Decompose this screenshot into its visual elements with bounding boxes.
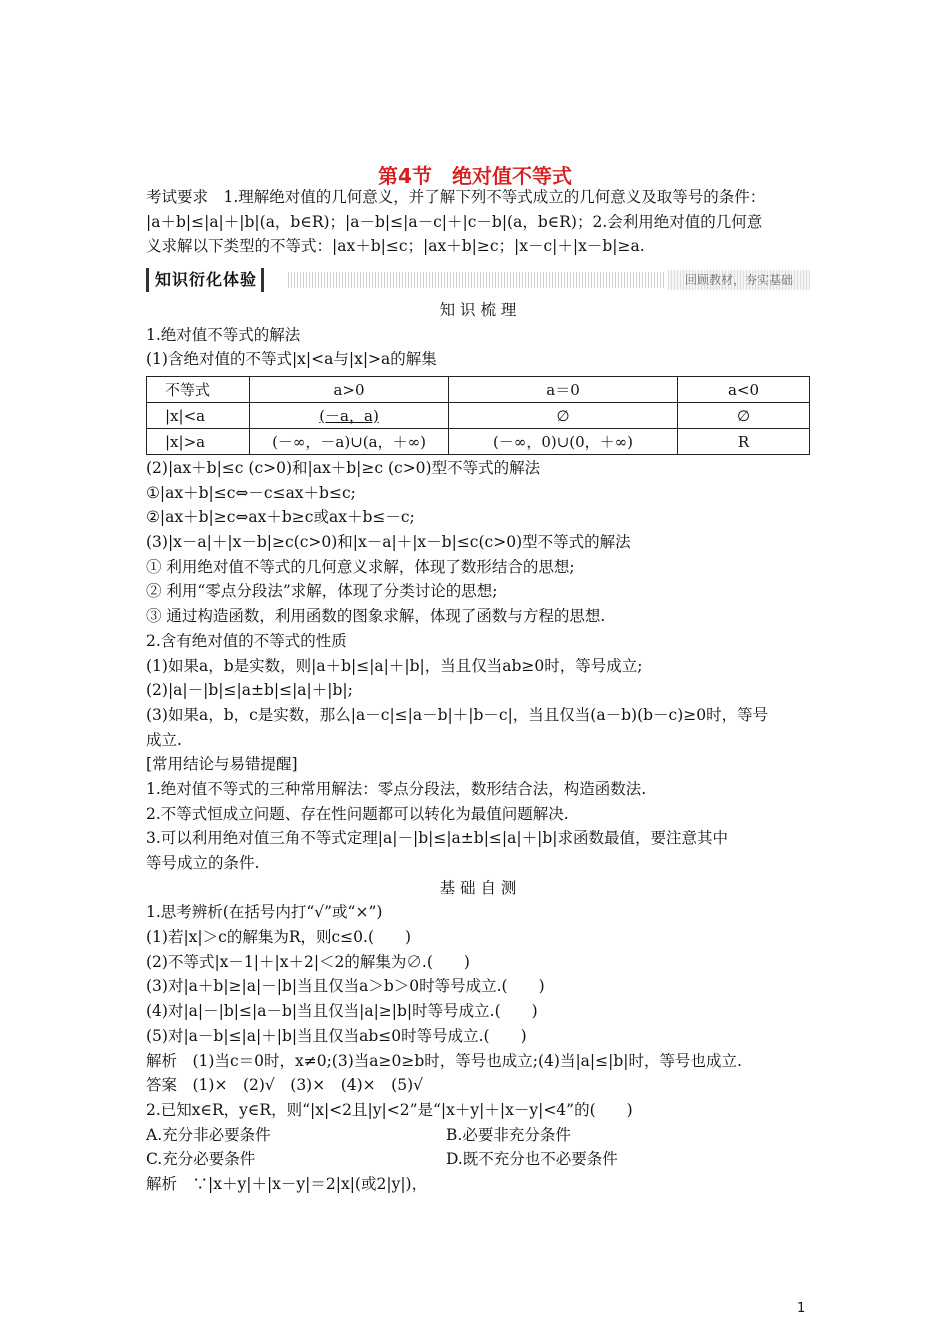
section-heading: 知 识 梳 理 [439, 301, 517, 319]
text-line: 成立. [146, 730, 182, 749]
option-row [146, 1123, 810, 1148]
text-line: (5)对|a－b|≤|a|＋|b|当且仅当ab≤0时等号成立.( ) [146, 1026, 527, 1045]
section-banner [146, 268, 810, 292]
text-line: 1.绝对值不等式的三种常用解法：零点分段法，数形结合法，构造函数法. [146, 779, 647, 798]
intro-line: |a＋b|≤|a|＋|b|(a，b∈R)；|a－b|≤|a－c|＋|c－b|(a，b∈R)；2.会利用绝对值的几何意 [146, 212, 763, 231]
knowledge-content [146, 456, 810, 1197]
table-header-cell: a<0 [678, 377, 810, 403]
text-line: 2.不等式恒成立问题、存在性问题都可以转化为最值问题解决. [146, 804, 569, 823]
text-line: (2)不等式|x－1|＋|x＋2|＜2的解集为∅.( ) [146, 952, 470, 971]
table-header-row [147, 377, 810, 403]
intro-line: 考试要求 1.理解绝对值的几何意义，并了解下列不等式成立的几何意义及取等号的条件： [146, 188, 766, 206]
text-line: ③ 通过构造函数，利用函数的图象求解，体现了函数与方程的思想. [146, 607, 606, 626]
text-line: 解析 (1)当c＝0时，x≠0;(3)当a≥0≥b时，等号也成立;(4)当|a|≤|b|时，等号也成立. [146, 1051, 742, 1070]
text-line: (3)如果a，b，c是实数，那么|a－c|≤|a－b|＋|b－c|，当且仅当(a－b)(b－c)≥0时，等号 [146, 705, 769, 724]
table-cell: (－∞，－a)∪(a，＋∞) [250, 429, 449, 455]
knowledge-heading-block [146, 298, 810, 372]
table-row [147, 403, 810, 429]
text-line: (3)|x－a|＋|x－b|≥c(c>0)和|x－a|＋|x－b|≤c(c>0)型不等式的解法 [146, 533, 631, 552]
option-b: B.必要非充分条件 [446, 1125, 571, 1144]
text-line: (1)如果a，b是实数，则|a＋b|≤|a|＋|b|，当且仅当ab≥0时，等号成立; [146, 656, 643, 675]
intro-line: 义求解以下类型的不等式：|ax＋b|≤c；|ax＋b|≥c；|x－c|＋|x－b|≥a. [146, 237, 645, 256]
text-line: 1.思考辨析(在括号内打“√”或“×”) [146, 903, 383, 922]
table-cell: ∅ [678, 403, 810, 429]
text-line: 3.可以利用绝对值三角不等式定理|a|－|b|≤|a±b|≤|a|＋|b|求函数最值，要注意其中 [146, 829, 728, 848]
table-row [147, 429, 810, 455]
section-heading: 基 础 自 测 [439, 878, 517, 897]
text-line: 1.绝对值不等式的解法 [146, 325, 301, 344]
text-line: ① 利用绝对值不等式的几何意义求解，体现了数形结合的思想; [146, 557, 575, 576]
exam-requirements [146, 185, 810, 259]
text-line: ①|ax＋b|≤c⇔－c≤ax＋b≤c; [146, 483, 356, 502]
table-header-cell: 不等式 [147, 377, 250, 403]
banner-title: 知识衍化体验 [146, 268, 264, 292]
text-line: 答案 (1)× (2)√ (3)× (4)× (5)√ [146, 1076, 423, 1095]
answer-blank: (－a，a) [319, 407, 379, 425]
table-cell [250, 403, 449, 429]
table-header-cell: a>0 [250, 377, 449, 403]
text-line: (3)对|a＋b|≥|a|－|b|当且仅当a＞b＞0时等号成立.( ) [146, 977, 545, 996]
banner-pattern [288, 272, 664, 288]
text-line: ②|ax＋b|≥c⇔ax＋b≥c或ax＋b≤－c; [146, 508, 415, 527]
text-line: 2.已知x∈R，y∈R，则“|x|<2且|y|<2”是“|x＋y|＋|x－y|<4”的( ) [146, 1100, 633, 1119]
banner-subtitle: 回顾教材，夯实基础 [668, 270, 810, 290]
text-line: 解析 ∵|x＋y|＋|x－y|＝2|x|(或2|y|)， [146, 1174, 428, 1193]
text-line: (1)含绝对值的不等式|x|<a与|x|>a的解集 [146, 350, 437, 369]
option-row [146, 1147, 810, 1172]
text-line: (2)|a|－|b|≤|a±b|≤|a|＋|b|; [146, 681, 353, 700]
text-line: (2)|ax＋b|≤c (c>0)和|ax＋b|≥c (c>0)型不等式的解法 [146, 459, 541, 477]
table-cell: |x|>a [147, 429, 250, 455]
text-line: 等号成立的条件. [146, 854, 260, 872]
text-line: ② 利用“零点分段法”求解，体现了分类讨论的思想; [146, 582, 498, 601]
text-line: (4)对|a|－|b|≤|a－b|当且仅当|a|≥|b|时等号成立.( ) [146, 1002, 538, 1021]
table-cell: (－∞，0)∪(0，＋∞) [449, 429, 678, 455]
option-a: A.充分非必要条件 [146, 1125, 271, 1144]
table-cell: R [678, 429, 810, 455]
option-c: C.充分必要条件 [146, 1150, 256, 1169]
table-header-cell: a＝0 [449, 377, 678, 403]
text-line: 2.含有绝对值的不等式的性质 [146, 631, 347, 650]
page-number: 1 [797, 1301, 806, 1316]
table-cell: |x|<a [147, 403, 250, 429]
solution-set-table [146, 376, 810, 455]
option-d: D.既不充分也不必要条件 [446, 1150, 618, 1169]
page-title: 第4节 绝对值不等式 [378, 164, 572, 188]
text-line: [常用结论与易错提醒] [146, 755, 298, 774]
table-cell: ∅ [449, 403, 678, 429]
text-line: (1)若|x|＞c的解集为R，则c≤0.( ) [146, 928, 412, 947]
